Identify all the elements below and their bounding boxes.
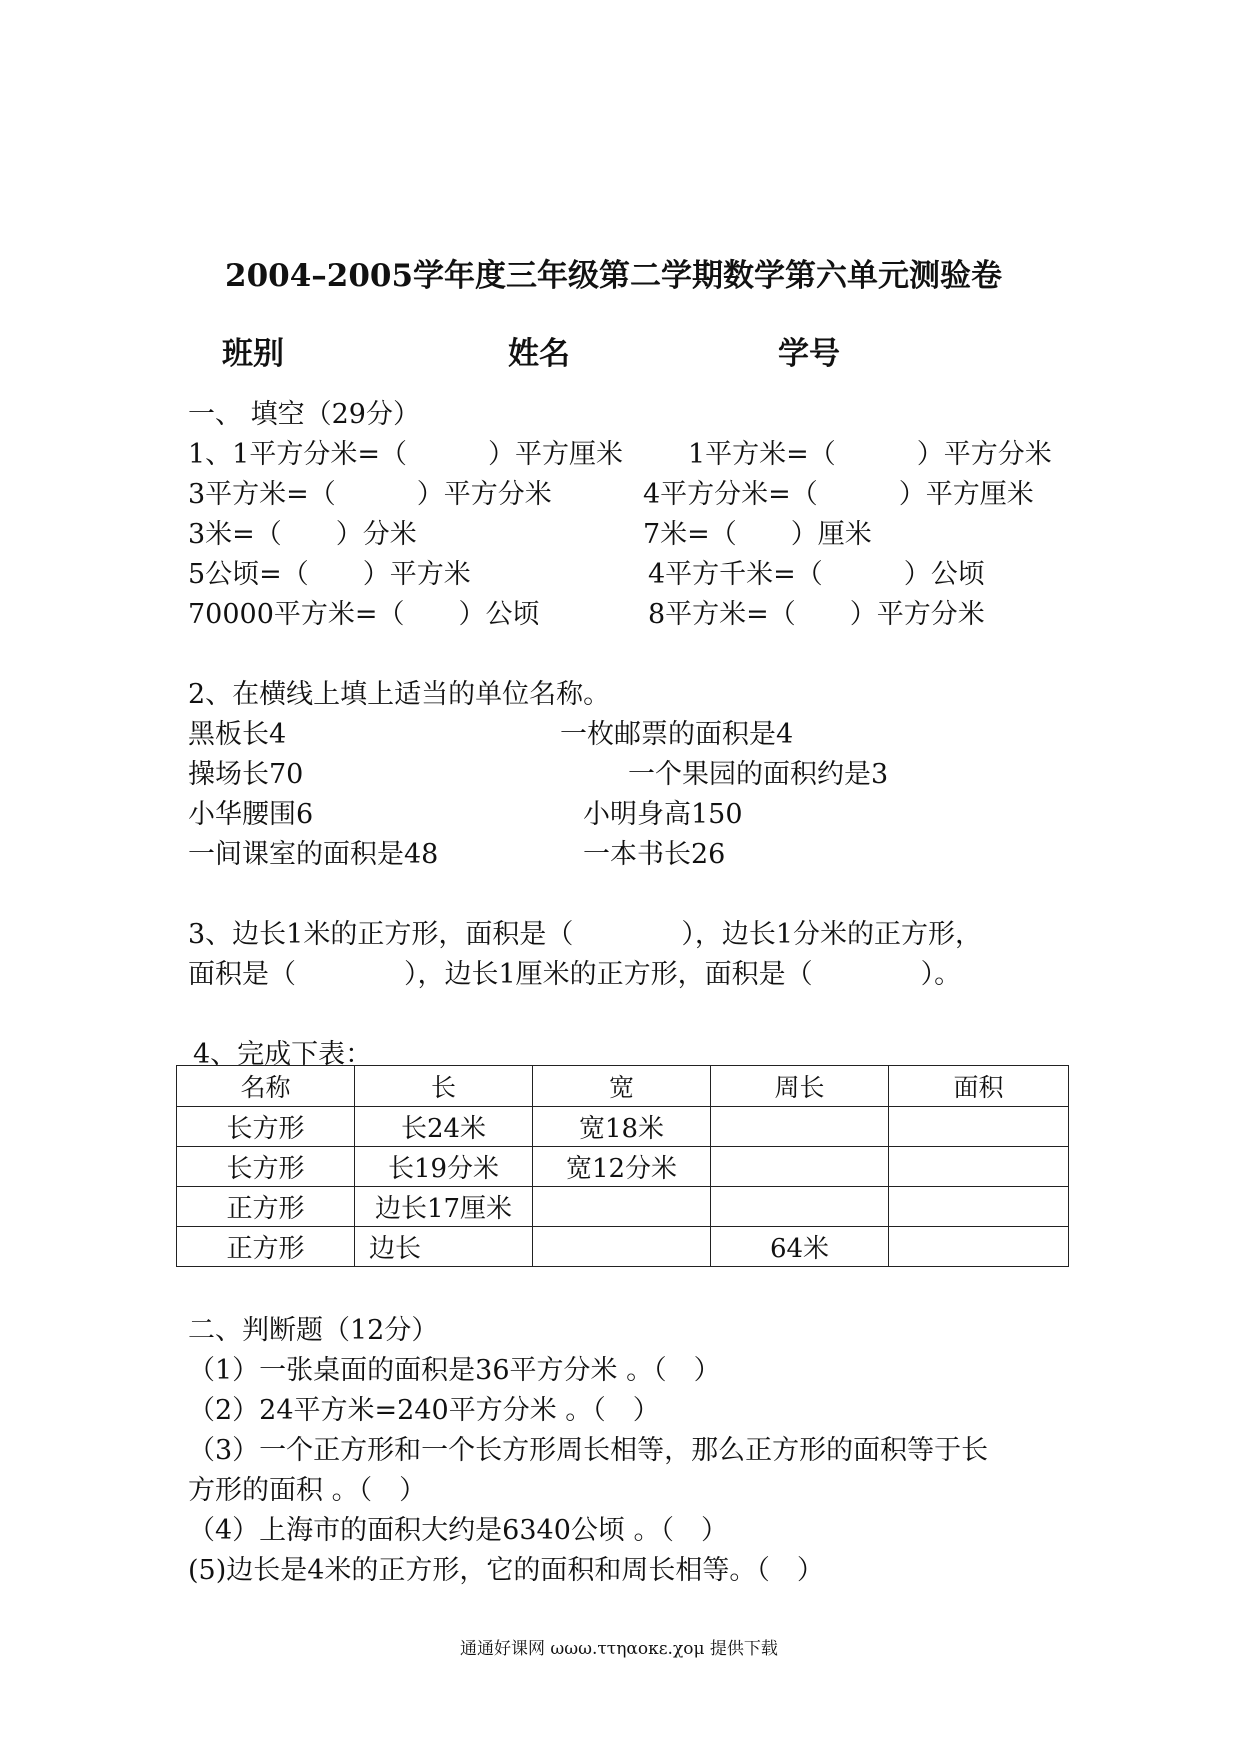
q2-line-3-right: 小明身高150	[583, 799, 743, 830]
judge-item-3-continued: 方形的面积 。（ ）	[188, 1475, 427, 1506]
q2-heading: 2、在横线上填上适当的单位名称。	[188, 679, 611, 710]
table-cell: 边长17厘米	[355, 1187, 533, 1227]
q1-line-3-left: 3米=（ ）分米	[188, 519, 417, 550]
answer-cell[interactable]	[711, 1147, 889, 1187]
table-cell: 64米	[711, 1227, 889, 1267]
q1-line-1-right: 1平方米=（ ）平方分米	[688, 439, 1052, 470]
q2-line-1-right: 一枚邮票的面积是4	[560, 719, 794, 750]
section2-heading: 二、判断题（12分）	[188, 1315, 439, 1346]
q1-line-5-left: 70000平方米=（ ）公顷	[188, 599, 540, 630]
table-header-row	[177, 1066, 1069, 1107]
answer-cell[interactable]	[889, 1147, 1069, 1187]
q2-line-4-right: 一本书长26	[583, 839, 726, 870]
table-row	[177, 1147, 1069, 1187]
judge-item-4: （4）上海市的面积大约是6340公顷 。（ ）	[188, 1515, 728, 1546]
q2-line-2-left: 操场长70	[188, 759, 304, 790]
answer-cell[interactable]	[711, 1187, 889, 1227]
table-cell: 边长	[355, 1227, 533, 1267]
table-cell: 长方形	[177, 1107, 355, 1147]
answer-cell[interactable]	[889, 1107, 1069, 1147]
answer-cell[interactable]	[889, 1227, 1069, 1267]
table-row	[177, 1107, 1069, 1147]
table-row	[177, 1187, 1069, 1227]
q2-line-3-left: 小华腰围6	[188, 799, 314, 830]
header-perimeter: 周长	[711, 1066, 889, 1107]
page-title: 2004–2005学年度三年级第二学期数学第六单元测验卷	[225, 258, 1003, 294]
name-label: 姓名	[508, 336, 570, 372]
answer-cell[interactable]	[533, 1227, 711, 1267]
class-label: 班别	[222, 336, 284, 372]
section1-heading: 一、 填空（29分）	[188, 399, 420, 430]
header-length: 长	[355, 1066, 533, 1107]
student-number-label: 学号	[778, 336, 840, 372]
area-perimeter-table	[176, 1065, 1069, 1267]
q3-line-1: 3、边长1米的正方形，面积是（ ），边长1分米的正方形，	[188, 919, 983, 950]
table-cell: 正方形	[177, 1187, 355, 1227]
q1-line-4-right: 4平方千米=（ ）公顷	[648, 559, 985, 590]
q2-line-4-left: 一间课室的面积是48	[188, 839, 439, 870]
answer-cell[interactable]	[533, 1187, 711, 1227]
q1-line-1-left: 1、1平方分米=（ ）平方厘米	[188, 439, 623, 470]
q1-line-5-right: 8平方米=（ ）平方分米	[648, 599, 985, 630]
table-cell: 正方形	[177, 1227, 355, 1267]
q2-line-1-left: 黑板长4	[188, 719, 287, 750]
footer-credit: 通通好课网 ωωω.ττηαοκε.χομ 提供下载	[460, 1639, 778, 1659]
judge-item-5: (5)边长是4米的正方形，它的面积和周长相等。（ ）	[188, 1555, 824, 1586]
q3-line-2: 面积是（ ），边长1厘米的正方形，面积是（ ）。	[188, 959, 962, 990]
header-area: 面积	[889, 1066, 1069, 1107]
table-row	[177, 1227, 1069, 1267]
table-cell: 宽12分米	[533, 1147, 711, 1187]
answer-cell[interactable]	[711, 1107, 889, 1147]
q1-line-4-left: 5公顷=（ ）平方米	[188, 559, 471, 590]
header-width: 宽	[533, 1066, 711, 1107]
table-cell: 长方形	[177, 1147, 355, 1187]
judge-item-2: （2）24平方米=240平方分米 。（ ）	[188, 1395, 660, 1426]
table-cell: 长19分米	[355, 1147, 533, 1187]
q1-line-2-right: 4平方分米=（ ）平方厘米	[643, 479, 1034, 510]
table-cell: 宽18米	[533, 1107, 711, 1147]
q1-line-2-left: 3平方米=（ ）平方分米	[188, 479, 552, 510]
answer-cell[interactable]	[889, 1187, 1069, 1227]
q2-line-2-right: 一个果园的面积约是3	[628, 759, 889, 790]
judge-item-1: （1）一张桌面的面积是36平方分米 。（ ）	[188, 1355, 721, 1386]
q4-heading: 4、完成下表：	[193, 1039, 373, 1070]
header-name: 名称	[177, 1066, 355, 1107]
table-cell: 长24米	[355, 1107, 533, 1147]
q1-line-3-right: 7米=（ ）厘米	[643, 519, 872, 550]
judge-item-3: （3）一个正方形和一个长方形周长相等，那么正方形的面积等于长	[188, 1435, 989, 1466]
